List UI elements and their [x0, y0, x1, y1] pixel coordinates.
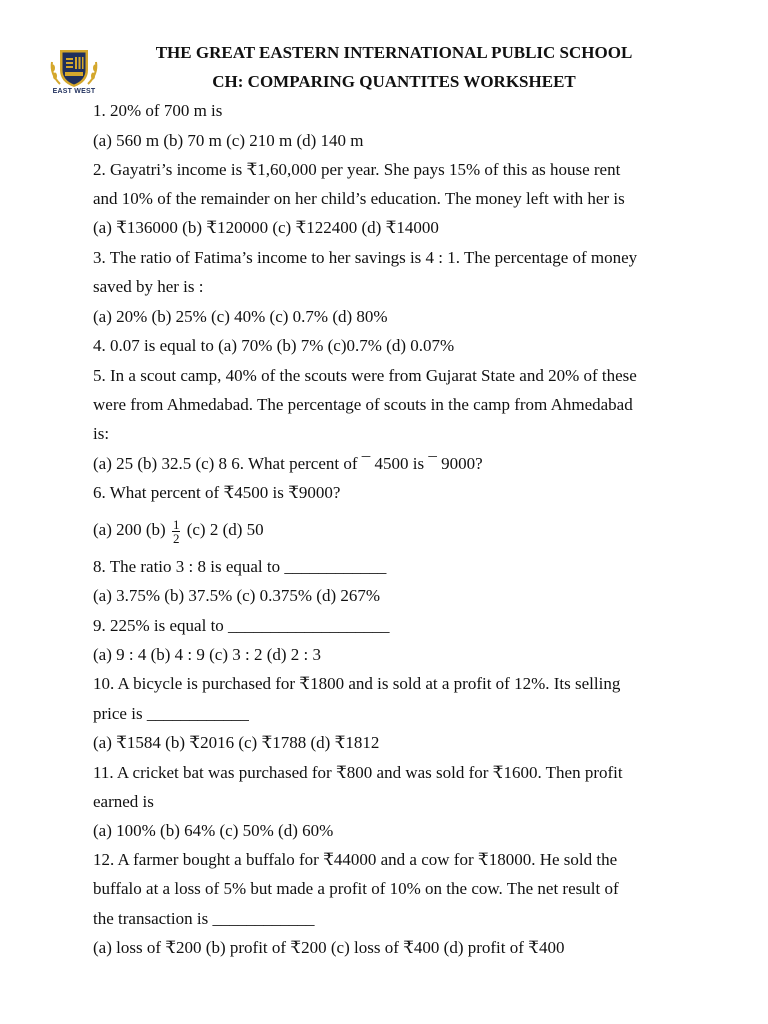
fraction-option-line [93, 514, 264, 546]
text-line: (a) 20% (b) 25% (c) 40% (c) 0.7% (d) 80% [93, 307, 388, 326]
text-line: the transaction is ____________ [93, 909, 315, 928]
school-name: THE GREAT EASTERN INTERNATIONAL PUBLIC SCHOOL [155, 43, 633, 62]
text-line: saved by her is : [93, 277, 204, 296]
text-line: 3. The ratio of Fatima’s income to her savings is 4 : 1. The percentage of money [93, 248, 638, 267]
fraction-denominator: 2 [172, 530, 180, 546]
text-line: 9. 225% is equal to ___________________ [93, 616, 390, 635]
text-line: earned is [93, 792, 154, 811]
text-line: 10. A bicycle is purchased for ₹1800 and is sold at a profit of 12%. Its selling [93, 674, 621, 693]
text-line: (a) ₹1584 (b) ₹2016 (c) ₹1788 (d) ₹1812 [93, 733, 380, 752]
text-line: buffalo at a loss of 5% but made a profit of 10% on the cow. The net result of [93, 879, 619, 898]
text-line: is: [93, 424, 110, 443]
text-line: (a) 25 (b) 32.5 (c) 8 6. What percent of ¯ 4500 is ¯ 9000? [93, 454, 483, 473]
text-line: 6. What percent of ₹4500 is ₹9000? [93, 483, 341, 502]
text-line: (a) 100% (b) 64% (c) 50% (d) 60% [93, 821, 334, 840]
text-line: (a) ₹136000 (b) ₹120000 (c) ₹122400 (d) ₹14000 [93, 218, 439, 237]
text-line: 1. 20% of 700 m is [93, 101, 223, 120]
text-line: 2. Gayatri’s income is ₹1,60,000 per year. She pays 15% of this as house rent [93, 160, 621, 179]
text-line: 8. The ratio 3 : 8 is equal to ____________ [93, 557, 387, 576]
text-line: 4. 0.07 is equal to (a) 70% (b) 7% (c)0.7% (d) 0.07% [93, 336, 455, 355]
text-line: and 10% of the remainder on her child’s education. The money left with her is [93, 189, 625, 208]
fraction [172, 518, 181, 545]
text-line: 11. A cricket bat was purchased for ₹800 and was sold for ₹1600. Then profit [93, 763, 623, 782]
text-line: (a) 560 m (b) 70 m (c) 210 m (d) 140 m [93, 131, 364, 150]
fraction-line-before: (a) 200 (b) [93, 520, 170, 539]
fraction-numerator: 1 [172, 516, 180, 532]
logo-label: EAST WEST [52, 88, 96, 95]
text-line: were from Ahmedabad. The percentage of scouts in the camp from Ahmedabad [93, 395, 633, 414]
text-line: 12. A farmer bought a buffalo for ₹44000 and a cow for ₹18000. He sold the [93, 850, 618, 869]
text-line: (a) 3.75% (b) 37.5% (c) 0.375% (d) 267% [93, 586, 381, 605]
text-line: (a) loss of ₹200 (b) profit of ₹200 (c) loss of ₹400 (d) profit of ₹400 [93, 938, 565, 957]
text-line: 5. In a scout camp, 40% of the scouts were from Gujarat State and 20% of these [93, 366, 637, 385]
text-line: (a) 9 : 4 (b) 4 : 9 (c) 3 : 2 (d) 2 : 3 [93, 645, 322, 664]
text-line: price is ____________ [93, 704, 249, 723]
worksheet-title: CH: COMPARING QUANTITES WORKSHEET [212, 72, 576, 91]
fraction-line-after: (c) 2 (d) 50 [182, 520, 264, 539]
